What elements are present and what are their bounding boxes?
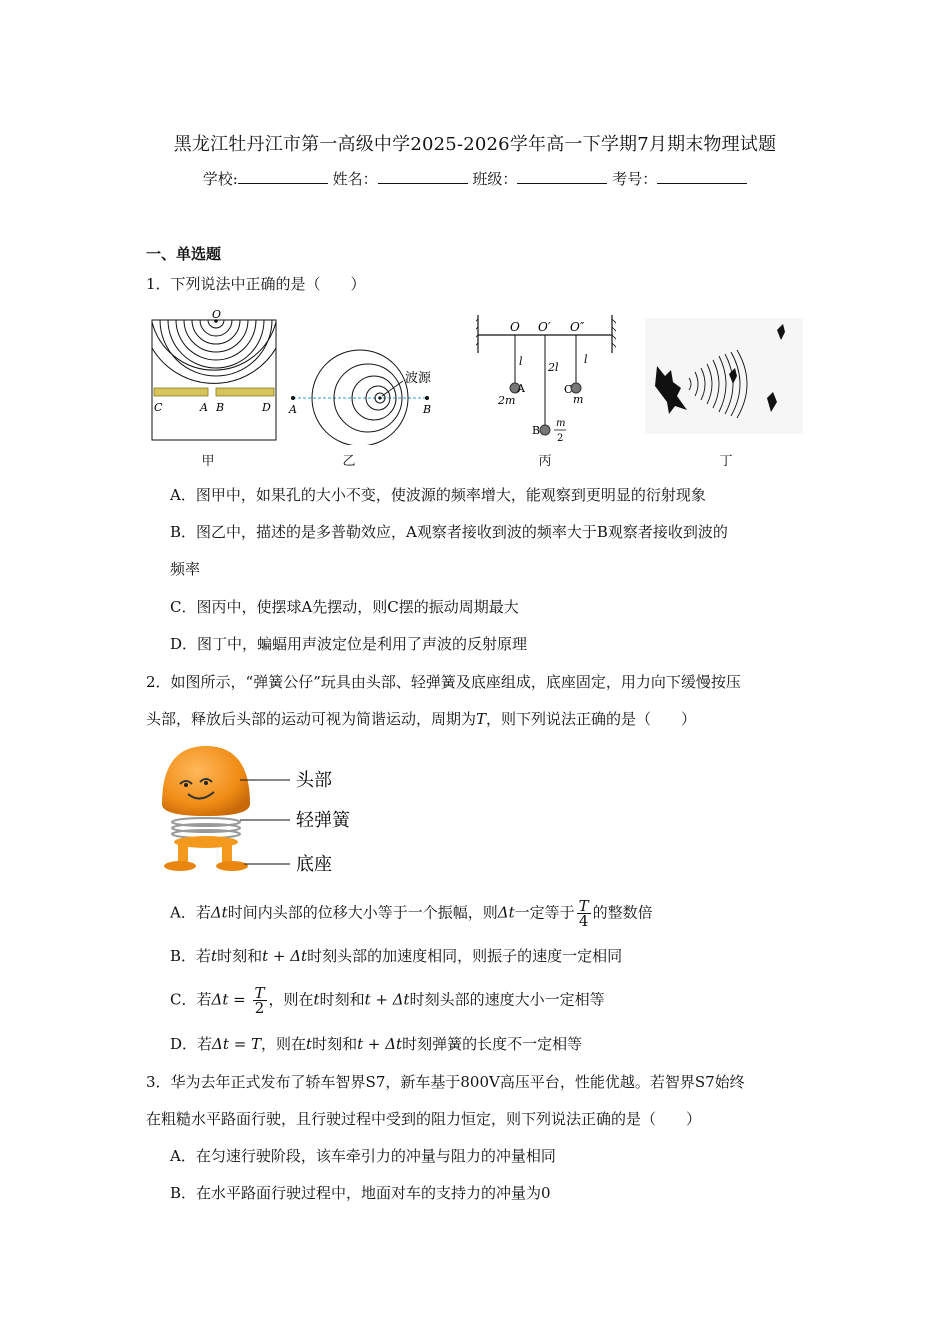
q2c-fraction [253,986,267,1015]
student-info-line [0,168,950,189]
toy-label-spring: 轻弹簧 [296,810,350,831]
q2-toy-figure [150,742,370,882]
frac-num: T [254,984,265,1002]
name-label: 姓名： [332,170,378,188]
fig-label-ball-a: A [517,382,525,395]
q2a-fraction [577,899,591,928]
fig-label-l2: 2l [548,361,559,374]
frac-den: 4 [578,912,589,930]
q1-option-d[interactable]: D．图丁中，蝙蝠用声波定位是利用了声波的反射原理 [170,635,528,653]
q2a-dt2: Δt [497,903,515,922]
school-blank[interactable] [238,169,328,184]
q2d-mid2: 时刻和 [312,1035,358,1053]
caption-yi: 乙 [342,454,356,469]
q2c-tdt: t + Δt [364,990,410,1009]
q3-option-b[interactable]: B．在水平路面行驶过程中，地面对车的支持力的冲量为0 [170,1184,551,1202]
fig-label-l3: l [584,353,588,366]
q2-option-b[interactable] [170,945,622,967]
q2a-post: 的整数倍 [592,903,653,922]
q2c-post: 时刻头部的速度大小一定相等 [409,990,605,1009]
q2-option-d[interactable] [170,1033,582,1055]
q2-stem-line1: 2．如图所示，“弹簧公仔”玩具由头部、轻弹簧及底座组成，底座固定，用力向下缓慢按压 [146,673,741,691]
fig-label-a: A [200,401,208,414]
q1-option-a[interactable]: A．图甲中，如果孔的大小不变，使波源的频率增大，能观察到更明显的衍射现象 [170,486,706,504]
frac-num: T [578,897,589,915]
fig-label-mass-a: 2m [498,394,516,407]
q2b-post: 时刻头部的加速度相同，则振子的速度一定相同 [307,947,623,965]
fig-label-ball-b: B [532,424,541,437]
q1-option-b-cont: 频率 [170,560,201,578]
q2b-tdt: t + Δt [262,947,308,965]
q2d-eqT: = T [233,1035,262,1053]
q2c-pre: C．若 [170,990,212,1009]
fig-label-frac-num: m [556,418,566,429]
frac-den: 2 [254,999,265,1017]
q2c-dt: Δt [211,990,229,1009]
q2b-t: t [211,947,218,965]
fig-label-mass-c: m [573,393,584,406]
q2c-t: t [313,990,320,1009]
fig-label-o: O [212,308,222,321]
q1-option-b[interactable]: B．图乙中，描述的是多普勒效应，A观察者接收到波的频率大于B观察者接收到波的 [170,523,728,541]
q2-stem2a: 头部，释放后头部的运动可视为简谐运动，周期为 [146,710,477,728]
q2d-post: 时刻弹簧的长度不一定相等 [402,1035,583,1053]
fig-label-o3: O″ [570,320,585,334]
q2d-mid: ，则在 [261,1035,307,1053]
q3-stem-line1: 3．华为去年正式发布了轿车智界S7，新车基于800V高压平台，性能优越。若智界S7始终 [146,1073,745,1091]
fig-label-c: C [154,401,163,414]
fig-label-frac-den: 2 [557,433,564,444]
q1-figure-jia [150,308,278,443]
q2-period-symbol: T [476,710,487,728]
q2c-mid: ，则在 [268,990,314,1009]
exam-no-blank[interactable] [657,169,747,184]
fig-label-b-observer: B [423,403,432,416]
q2-stem-line2 [146,708,696,730]
class-label: 班级： [472,170,518,188]
q2d-tdt: t + Δt [357,1035,403,1053]
fig-label-o1: O [510,320,520,334]
fig-label-wave-source: 波源 [405,371,432,386]
q3-option-a[interactable]: A．在匀速行驶阶段，该车牵引力的冲量与阻力的冲量相同 [170,1147,556,1165]
school-label: 学校: [202,170,238,188]
toy-label-head: 头部 [296,770,332,791]
caption-ding: 丁 [719,454,733,469]
q3-stem-line2: 在粗糙水平路面行驶，且行驶过程中受到的阻力恒定，则下列说法正确的是（ ） [146,1110,702,1128]
q1-figure-ding [645,318,805,436]
q2-option-c[interactable] [170,986,605,1015]
q2a-mid: 时间内头部的位移大小等于一个振幅，则 [227,903,498,922]
q2d-t: t [306,1035,313,1053]
caption-jia: 甲 [201,454,215,469]
toy-label-base: 底座 [296,854,332,875]
q2-stem2b: ，则下列说法正确的是（ ） [486,710,697,728]
fig-label-a-observer: A [289,403,297,416]
q1-figure-yi [285,345,445,445]
fig-label-d: D [262,401,271,414]
q2b-pre: B．若 [170,947,212,965]
exam-title: 黑龙江牡丹江市第一高级中学2025-2026学年高一下学期7月期末物理试题 [173,134,777,155]
q1-stem: 1．下列说法中正确的是（ ） [146,275,366,293]
q2-option-a[interactable] [170,899,653,928]
class-blank[interactable] [517,169,607,184]
section-title: 一、单选题 [146,245,222,263]
q2a-pre: A．若 [170,903,211,922]
fig-label-ball-c: C [564,383,573,396]
fig-label-b: B [216,401,225,414]
q1-figure-bing [476,313,616,453]
exam-no-label: 考号： [612,170,658,188]
q2b-mid: 时刻和 [217,947,263,965]
name-blank[interactable] [378,169,468,184]
q2c-eq: = [233,990,246,1009]
q2c-mid2: 时刻和 [319,990,365,1009]
fig-label-o2: O′ [538,320,551,334]
q2d-dt: Δt [212,1035,229,1053]
q2a-dt: Δt [210,903,228,922]
caption-bing: 丙 [538,454,552,469]
q1-option-c[interactable]: C．图丙中，使摆球A先摆动，则C摆的振动周期最大 [170,598,519,616]
q2d-pre: D．若 [170,1035,213,1053]
fig-label-l1: l [519,355,523,368]
q2a-mid2: 一定等于 [514,903,575,922]
